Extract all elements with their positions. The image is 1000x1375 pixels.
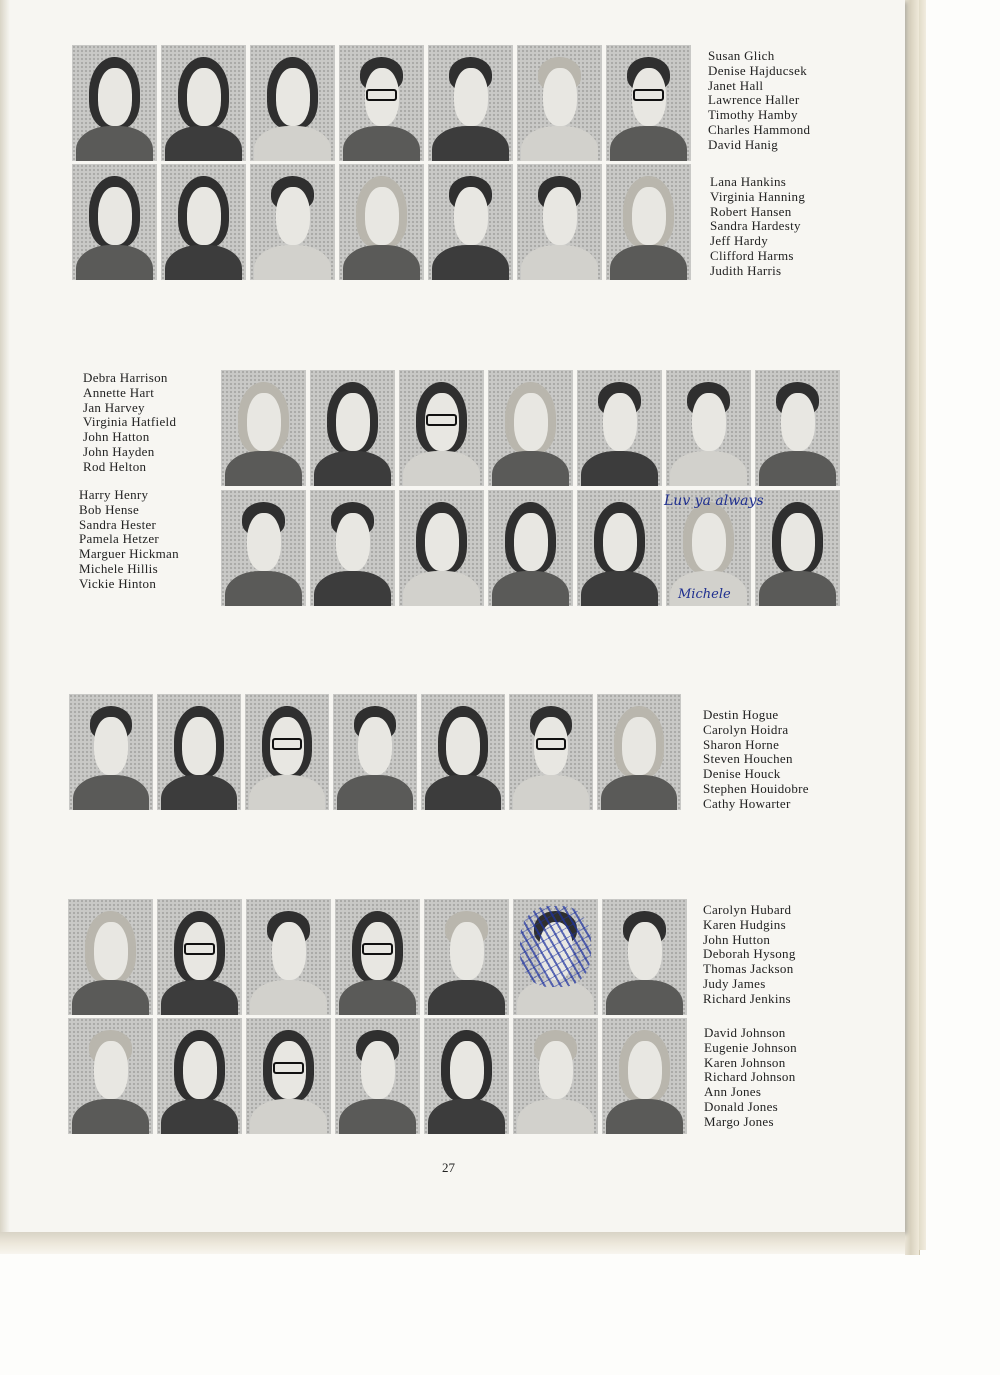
- face-shape: [692, 393, 726, 451]
- name-list: [708, 49, 810, 153]
- student-name: Cathy Howarter: [703, 795, 791, 811]
- student-name: Eugenie Johnson: [704, 1039, 797, 1055]
- student-photo: [246, 899, 331, 1015]
- face-shape: [628, 1041, 662, 1099]
- face-shape: [446, 717, 480, 775]
- student-photo: [72, 45, 157, 161]
- clothing-shape: [254, 126, 331, 161]
- face-shape: [247, 513, 281, 571]
- glasses-shape: [426, 414, 457, 426]
- photo-strip: [68, 1018, 687, 1134]
- clothing-shape: [76, 245, 153, 280]
- student-name: Judy James: [703, 975, 766, 991]
- student-name: Lana Hankins: [710, 174, 787, 189]
- photo-strip: [72, 164, 691, 280]
- clothing-shape: [72, 1099, 149, 1134]
- student-name: Harry Henry: [79, 487, 149, 502]
- clothing-shape: [513, 775, 589, 810]
- student-photo: [597, 694, 681, 810]
- student-name: Sandra Hardesty: [710, 218, 801, 234]
- student-photo: [755, 490, 840, 606]
- student-name: Charles Hammond: [708, 121, 811, 137]
- student-name: John Hutton: [703, 931, 771, 947]
- glasses-shape: [362, 943, 393, 955]
- student-photo: [424, 899, 509, 1015]
- student-name: Robert Hansen: [710, 203, 792, 219]
- student-name: Lawrence Haller: [708, 92, 800, 108]
- clothing-shape: [314, 571, 391, 606]
- clothing-shape: [72, 980, 149, 1015]
- student-name: Marguer Hickman: [79, 546, 179, 562]
- student-name: Thomas Jackson: [703, 961, 794, 977]
- face-shape: [454, 68, 488, 126]
- clothing-shape: [250, 1099, 327, 1134]
- ink-signature-scribble: [520, 906, 591, 987]
- student-photo: [69, 694, 153, 810]
- face-shape: [336, 513, 370, 571]
- student-photo: [335, 1018, 420, 1134]
- face-shape: [781, 393, 815, 451]
- face-shape: [183, 1041, 217, 1099]
- student-name: David Johnson: [704, 1025, 786, 1040]
- student-name: Denise Hajducsek: [708, 62, 808, 78]
- student-photo: [428, 164, 513, 280]
- clothing-shape: [225, 451, 302, 486]
- clothing-shape: [343, 245, 420, 280]
- student-photo: [157, 1018, 242, 1134]
- page-edge: [905, 0, 920, 1255]
- student-photo: [161, 164, 246, 280]
- student-name: Deborah Hysong: [703, 946, 796, 962]
- clothing-shape: [759, 451, 836, 486]
- face-shape: [361, 1041, 395, 1099]
- student-name: John Hayden: [83, 443, 155, 459]
- clothing-shape: [606, 1099, 683, 1134]
- student-name: Destin Hogue: [703, 707, 779, 722]
- clothing-shape: [161, 980, 238, 1015]
- student-name: Annette Hart: [83, 384, 155, 400]
- student-name: Karen Johnson: [704, 1054, 786, 1070]
- student-photo: [339, 164, 424, 280]
- clothing-shape: [432, 126, 509, 161]
- student-photo: [428, 45, 513, 161]
- student-photo: [513, 899, 598, 1015]
- student-name: David Hanig: [708, 136, 779, 152]
- student-name: Sandra Hester: [79, 516, 157, 532]
- clothing-shape: [76, 126, 153, 161]
- clothing-shape: [165, 245, 242, 280]
- name-list: [710, 175, 805, 279]
- student-photo: [602, 1018, 687, 1134]
- face-shape: [514, 393, 548, 451]
- student-name: Carolyn Hoidra: [703, 721, 789, 737]
- student-photo: [517, 164, 602, 280]
- clothing-shape: [601, 775, 677, 810]
- student-name: Steven Houchen: [703, 751, 793, 767]
- face-shape: [781, 513, 815, 571]
- face-shape: [98, 68, 132, 126]
- photo-strip: [69, 694, 681, 810]
- student-photo: [488, 370, 573, 486]
- student-photo: [399, 490, 484, 606]
- student-photo: [72, 164, 157, 280]
- clothing-shape: [517, 1099, 594, 1134]
- clothing-shape: [581, 571, 658, 606]
- clothing-shape: [161, 1099, 238, 1134]
- student-photo: [421, 694, 505, 810]
- clothing-shape: [254, 245, 331, 280]
- face-shape: [450, 922, 484, 980]
- page-number: 27: [442, 1160, 455, 1175]
- clothing-shape: [432, 245, 509, 280]
- student-photo: [157, 899, 242, 1015]
- student-name: Timothy Hamby: [708, 107, 798, 123]
- face-shape: [603, 393, 637, 451]
- student-name: Susan Glich: [708, 48, 775, 63]
- photo-strip: [72, 45, 691, 161]
- face-shape: [628, 922, 662, 980]
- name-list: [703, 708, 809, 812]
- clothing-shape: [73, 775, 149, 810]
- student-photo: [606, 45, 691, 161]
- clothing-shape: [250, 980, 327, 1015]
- student-name: Rod Helton: [83, 458, 147, 474]
- student-photo: [245, 694, 329, 810]
- clothing-shape: [337, 775, 413, 810]
- photo-strip: [221, 370, 840, 486]
- face-shape: [514, 513, 548, 571]
- face-shape: [98, 187, 132, 245]
- student-photo: [339, 45, 424, 161]
- face-shape: [603, 513, 637, 571]
- glasses-shape: [184, 943, 215, 955]
- glasses-shape: [366, 89, 397, 101]
- student-name: Denise Houck: [703, 766, 781, 782]
- clothing-shape: [314, 451, 391, 486]
- name-list: [704, 1026, 797, 1130]
- student-photo: [488, 490, 573, 606]
- face-shape: [182, 717, 216, 775]
- face-shape: [247, 393, 281, 451]
- student-name: Jeff Hardy: [710, 233, 768, 249]
- student-name: Richard Johnson: [704, 1069, 796, 1085]
- student-name: John Hatton: [83, 429, 150, 445]
- student-name: Donald Jones: [704, 1098, 779, 1114]
- student-photo: [517, 45, 602, 161]
- photo-row: [68, 1018, 687, 1134]
- student-name: Stephen Houidobre: [703, 780, 809, 796]
- clothing-shape: [521, 126, 598, 161]
- page-bottom-edge: [0, 1232, 905, 1254]
- clothing-shape: [249, 775, 325, 810]
- student-photo: [509, 694, 593, 810]
- clothing-shape: [425, 775, 501, 810]
- student-name: Pamela Hetzer: [79, 531, 160, 547]
- student-photo: [68, 899, 153, 1015]
- glasses-shape: [272, 738, 302, 750]
- glasses-shape: [273, 1062, 304, 1074]
- clothing-shape: [670, 451, 747, 486]
- student-photo: [602, 899, 687, 1015]
- face-shape: [543, 187, 577, 245]
- student-name: Karen Hudgins: [703, 916, 786, 932]
- student-photo: [577, 490, 662, 606]
- student-photo: [250, 45, 335, 161]
- face-shape: [454, 187, 488, 245]
- handwritten-note: Luv ya always: [664, 493, 764, 509]
- clothing-shape: [339, 980, 416, 1015]
- clothing-shape: [225, 571, 302, 606]
- face-shape: [622, 717, 656, 775]
- face-shape: [425, 513, 459, 571]
- face-shape: [272, 922, 306, 980]
- page-edge-inner: [919, 0, 926, 1250]
- student-photo: [606, 164, 691, 280]
- glasses-shape: [633, 89, 664, 101]
- student-photo: [221, 370, 306, 486]
- student-name: Michele Hillis: [79, 560, 158, 576]
- student-photo: [755, 370, 840, 486]
- photo-row: [72, 45, 691, 161]
- face-shape: [365, 187, 399, 245]
- student-name: Ann Jones: [704, 1084, 762, 1100]
- photo-row: [68, 899, 687, 1015]
- student-photo: [335, 899, 420, 1015]
- student-photo: [161, 45, 246, 161]
- clothing-shape: [759, 571, 836, 606]
- face-shape: [276, 187, 310, 245]
- face-shape: [692, 513, 726, 571]
- binding-shadow: [0, 0, 10, 1232]
- student-name: Sharon Horne: [703, 736, 780, 752]
- handwritten-signature: Michele: [678, 587, 731, 602]
- student-photo: [157, 694, 241, 810]
- clothing-shape: [610, 126, 687, 161]
- student-photo: [666, 370, 751, 486]
- face-shape: [276, 68, 310, 126]
- student-photo: [310, 370, 395, 486]
- photo-row: [221, 370, 840, 486]
- face-shape: [539, 1041, 573, 1099]
- clothing-shape: [165, 126, 242, 161]
- student-name: Carolyn Hubard: [703, 902, 792, 917]
- clothing-shape: [403, 451, 480, 486]
- student-photo: [246, 1018, 331, 1134]
- student-name: Richard Jenkins: [703, 990, 791, 1006]
- face-shape: [94, 1041, 128, 1099]
- face-shape: [336, 393, 370, 451]
- face-shape: [94, 717, 128, 775]
- student-photo: [424, 1018, 509, 1134]
- clothing-shape: [581, 451, 658, 486]
- student-photo: [399, 370, 484, 486]
- student-name: Judith Harris: [710, 262, 782, 278]
- student-photo: [513, 1018, 598, 1134]
- clothing-shape: [343, 126, 420, 161]
- face-shape: [187, 68, 221, 126]
- clothing-shape: [403, 571, 480, 606]
- student-name: Virginia Hanning: [710, 188, 806, 204]
- clothing-shape: [492, 451, 569, 486]
- student-name: Margo Jones: [704, 1113, 774, 1129]
- face-shape: [94, 922, 128, 980]
- student-photo: [250, 164, 335, 280]
- student-name: Janet Hall: [708, 77, 764, 93]
- face-shape: [187, 187, 221, 245]
- student-name: Vickie Hinton: [79, 575, 157, 591]
- clothing-shape: [428, 1099, 505, 1134]
- student-name: Clifford Harms: [710, 247, 794, 263]
- photo-row: [72, 164, 691, 280]
- photo-row: [69, 694, 681, 810]
- student-name: Jan Harvey: [83, 399, 145, 415]
- face-shape: [358, 717, 392, 775]
- student-photo: [577, 370, 662, 486]
- student-photo: [221, 490, 306, 606]
- name-list: [703, 903, 796, 1007]
- clothing-shape: [161, 775, 237, 810]
- clothing-shape: [339, 1099, 416, 1134]
- face-shape: [543, 68, 577, 126]
- name-list: [79, 488, 179, 592]
- student-name: Virginia Hatfield: [83, 414, 177, 430]
- student-photo: [333, 694, 417, 810]
- glasses-shape: [536, 738, 566, 750]
- name-list: [83, 371, 176, 475]
- student-photo: [68, 1018, 153, 1134]
- clothing-shape: [492, 571, 569, 606]
- clothing-shape: [610, 245, 687, 280]
- student-photo: [310, 490, 395, 606]
- student-name: Bob Hense: [79, 501, 140, 517]
- photo-strip: [68, 899, 687, 1015]
- clothing-shape: [606, 980, 683, 1015]
- clothing-shape: [521, 245, 598, 280]
- student-name: Debra Harrison: [83, 370, 168, 385]
- face-shape: [450, 1041, 484, 1099]
- clothing-shape: [428, 980, 505, 1015]
- face-shape: [632, 187, 666, 245]
